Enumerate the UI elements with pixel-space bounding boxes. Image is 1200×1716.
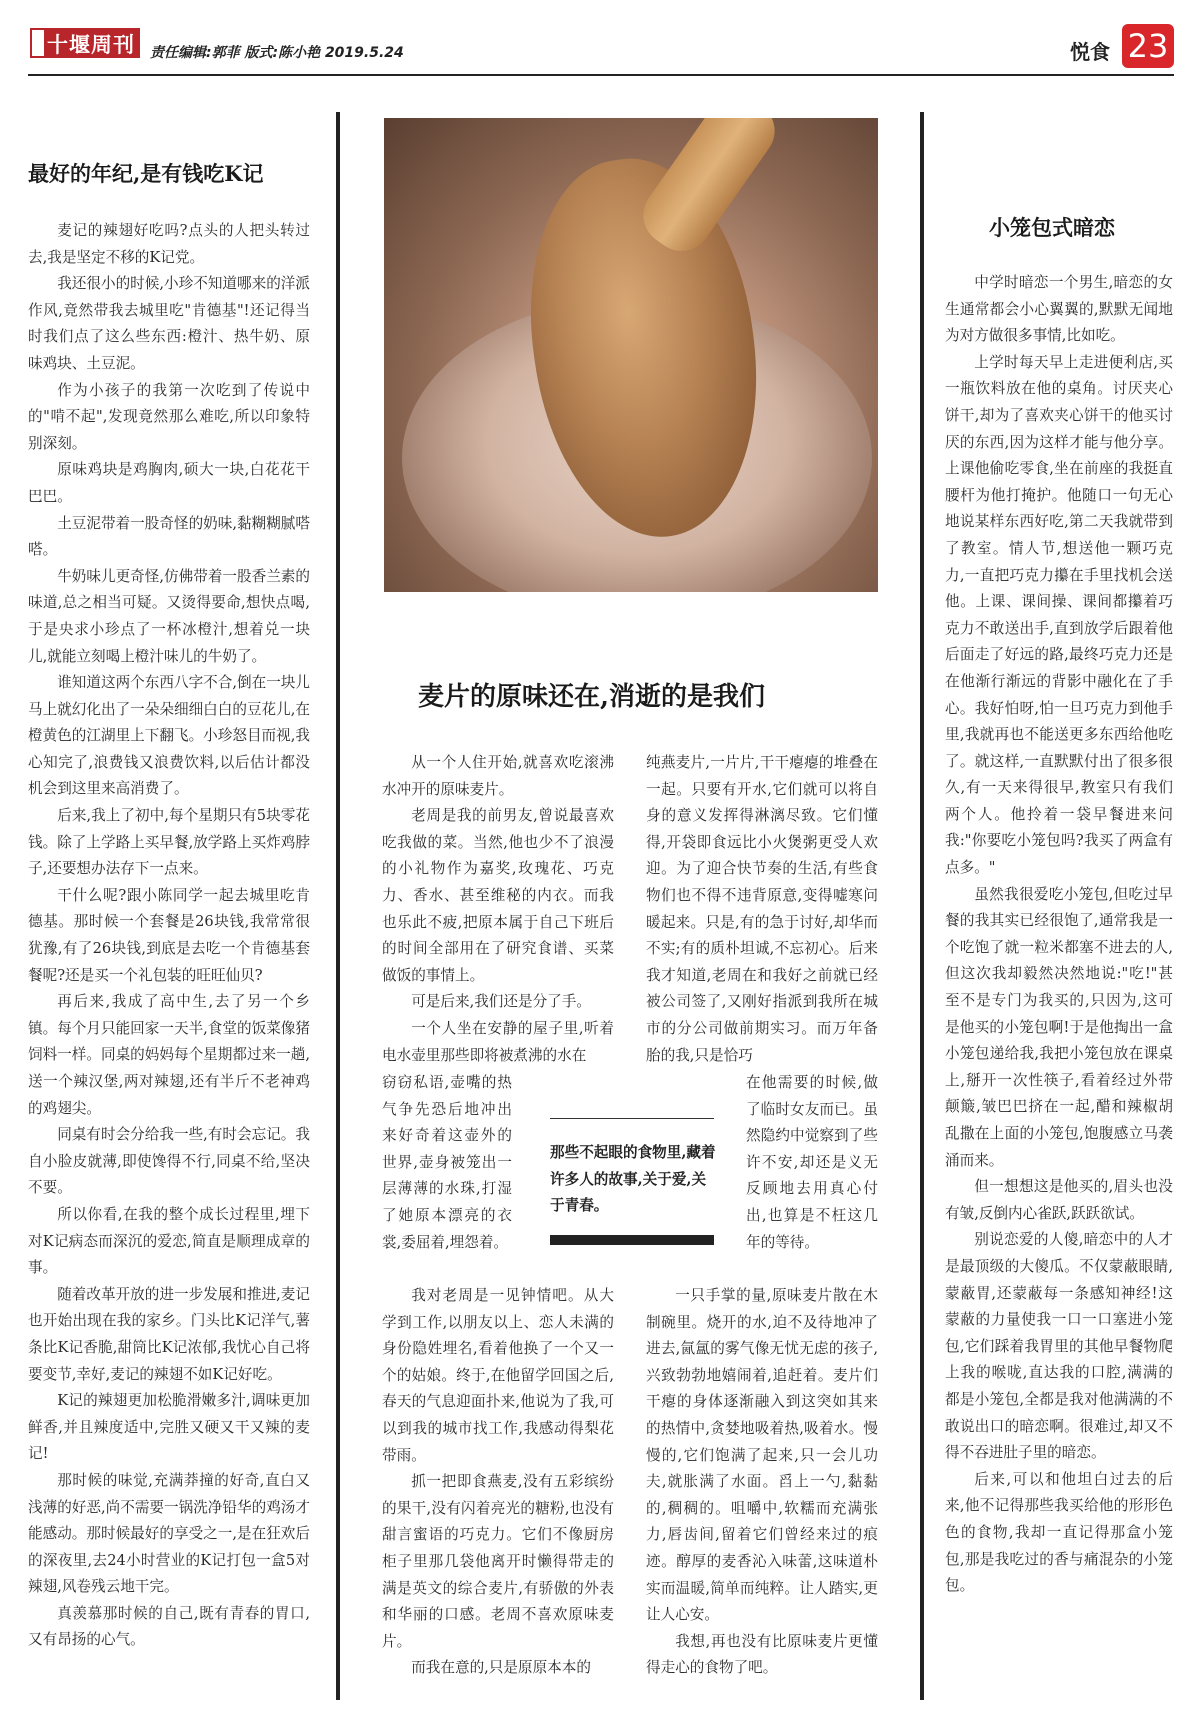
left-article-body xyxy=(28,218,310,1654)
paragraph: 虽然我很爱吃小笼包,但吃过早餐的我其实已经很饱了,通常我是一个吃饱了就一粒米都塞不进去的人,但这次我却毅然决然地说:"吃!"甚至不是专门为我买的,只因为,这可是他买的小笼包啊!于是他掏出一盒小笼包递给我,我把小笼包放在课桌上,掰开一次性筷子,看着经过外带颠簸,皱巴巴挤在一起,醋和辣椒胡乱撒在上面的小笼包,饱腹感立马袭涌而来。 xyxy=(945,885,1173,1169)
page-number: 23 xyxy=(1122,24,1174,68)
paragraph: 抓一把即食燕麦,没有五彩缤纷的果干,没有闪着亮光的糖粉,也没有甜言蜜语的巧克力。它们不像厨房柜子里那几袋他离开时懒得带走的满是英文的综合麦片,有骄傲的外表和华丽的口感。老周不喜欢原味麦片。 xyxy=(382,1473,614,1650)
paragraph: 所以你看,在我的整个成长过程里,埋下对K记病态而深沉的爱恋,简直是顺理成章的事。 xyxy=(28,1205,310,1277)
paragraph: 可是后来,我们还是分了手。 xyxy=(411,993,591,1011)
paragraph: 谁知道这两个东西八字不合,倒在一块儿马上就幻化出了一朵朵细细白白的豆花儿,在橙黄色的江湖里上下翻飞。小珍怒目而视,我心知完了,浪费钱又浪费饮料,以后估计都没机会到这里来高消费了。 xyxy=(28,674,310,798)
center-article-col2-wrap xyxy=(746,1070,878,1256)
center-article-col1-wrap xyxy=(382,1070,512,1256)
paragraph: 从一个人住开始,就喜欢吃滚沸水冲开的原味麦片。 xyxy=(382,754,614,798)
paragraph: 窃窃私语,壶嘴的热气争先恐后地冲出来好奇着这壶外的世界,壶身被笼出一层薄薄的水珠,打湿了她原本漂亮的衣裳,委屈着,埋怨着。 xyxy=(382,1074,512,1251)
paragraph: 干什么呢?跟小陈同学一起去城里吃肯德基。那时候一个套餐是26块钱,我常常很犹豫,有了26块钱,到底是去吃一个肯德基套餐呢?还是买一个礼包装的旺旺仙贝? xyxy=(28,886,310,984)
column-divider-right xyxy=(920,112,924,1700)
paragraph: 但一想想这是他买的,眉头也没有皱,反倒内心雀跃,跃跃欲试。 xyxy=(945,1178,1173,1222)
paragraph: 随着改革开放的进一步发展和推进,麦记也开始出现在我的家乡。门头比K记洋气,薯条比K记香脆,甜筒比K记浓郁,我忧心自己将要变节,幸好,麦记的辣翅不如K记好吃。 xyxy=(28,1285,310,1383)
pull-quote: 那些不起眼的食物里,藏着许多人的故事,关于爱,关于青春。 xyxy=(550,1144,716,1215)
section-name: 悦食 xyxy=(1070,40,1110,64)
paragraph: 一个人坐在安静的屋子里,听着电水壶里那些即将被煮沸的水在 xyxy=(382,1019,614,1064)
oatmeal-photo xyxy=(384,118,878,592)
paragraph: 纯燕麦片,一片片,干干瘪瘪的堆叠在一起。只要有开水,它们就可以将自身的意义发挥得淋漓尽致。它们懂得,开袋即食远比小火煲粥更受人欢迎。为了迎合快节奏的生活,有些食物们也不得不违背原意,变得嘘寒问暖起来。只是,有的急于讨好,却华而不实;有的质朴坦诚,不忘初心。后来我才知道,老周在和我好之前就已经被公司签了,又刚好指派到我所在城市的分公司做前期实习。而万年备胎的我,只是恰巧 xyxy=(646,754,878,1064)
paragraph: 麦记的辣翅好吃吗?点头的人把头转过去,我是坚定不移的K记党。 xyxy=(28,222,310,266)
paragraph: 牛奶味儿更奇怪,仿佛带着一股香兰素的味道,总之相当可疑。又烫得要命,想快点喝,于是央求小珍点了一杯冰橙汁,想着兑一块儿,就能立刻喝上橙汁味儿的牛奶了。 xyxy=(28,567,310,665)
pull-quote-rule xyxy=(550,1118,714,1119)
editor-meta: 责任编辑:郭菲 版式:陈小艳 2019.5.24 xyxy=(150,45,404,61)
paragraph: K记的辣翅更加松脆滑嫩多汁,调味更加鲜香,并且辣度适中,完胜又硬又干又辣的麦记! xyxy=(28,1392,310,1463)
paragraph: 别说恋爱的人傻,暗恋中的人才是最顶级的大傻瓜。不仅蒙蔽眼睛,蒙蔽胃,还蒙蔽每一条感知神经!这蒙蔽的力量使我一口一口塞进小笼包,它们踩着我胃里的其他早餐物爬上我的喉咙,直达我的口腔,满满的都是小笼包,全都是我对他满满的不敢说出口的暗恋啊。很难过,却又不得不吞进肚子里的暗恋。 xyxy=(945,1231,1173,1462)
paragraph: 那时候的味觉,充满莽撞的好奇,直白又浅薄的好恶,尚不需要一锅洗净铅华的鸡汤才能感动。那时候最好的享受之一,是在狂欢后的深夜里,去24小时营业的K记打包一盒5对辣翅,风卷残云地干完。 xyxy=(28,1471,310,1596)
center-article-col2-cont xyxy=(646,1283,878,1682)
left-article-title: 最好的年纪,是有钱吃K记 xyxy=(28,161,264,186)
paragraph: 后来,可以和他坦白过去的后来,他不记得那些我买给他的形形色色的食物,我却一直记得那盒小笼包,那是我吃过的香与痛混杂的小笼包。 xyxy=(945,1470,1173,1595)
paragraph: 上学时每天早上走进便利店,买一瓶饮料放在他的桌角。讨厌夹心饼干,却为了喜欢夹心饼干的他买讨厌的东西,因为这样才能与他分享。上课他偷吃零食,坐在前座的我挺直腰杆为他打掩护。他随口一句无心地说某样东西好吃,第二天我就带到了教室。情人节,想送他一颗巧克力,一直把巧克力攥在手里找机会送他。上课、课间操、课间都攥着巧克力不敢送出手,直到放学后跟着他后面走了好远的路,最终巧克力还是在他渐行渐远的背影中融化在了手心。我好怕呀,怕一旦巧克力到他手里,我就再也不能送更多东西给他吃了。就这样,一直默默付出了很多很久,有一天来得很早,教室只有我们两个人。他拎着一袋早餐进来问我:"你要吃小笼包吗?我买了两盒有点多。" xyxy=(945,353,1173,877)
header-rule xyxy=(28,74,1174,76)
newspaper-logo: 十堰周刊 xyxy=(30,28,140,58)
paragraph: 老周是我的前男友,曾说最喜欢吃我做的菜。当然,他也少不了浪漫的小礼物作为嘉奖,玫瑰花、巧克力、香水、甚至维秘的内衣。而我也乐此不疲,把原本属于自己下班后的时间全部用在了研究食谱、买菜做饭的事情上。 xyxy=(382,807,614,984)
paragraph: 作为小孩子的我第一次吃到了传说中的"啃不起",发现竟然那么难吃,所以印象特别深刻。 xyxy=(28,381,310,452)
paragraph: 而我在意的,只是原原本本的 xyxy=(411,1659,591,1677)
paragraph: 一只手掌的量,原味麦片散在木制碗里。烧开的水,迫不及待地冲了进去,氤氲的雾气像无忧无虑的孩子,兴致勃勃地嬉闹着,追赶着。麦片们干瘪的身体逐渐融入到这突如其来的热情中,贪婪地吸着热,吸着水。慢慢的,它们饱满了起来,只一会儿功夫,就胀满了水面。舀上一勺,黏黏的,稠稠的。咀嚼中,软糯而充满张力,唇齿间,留着它们曾经来过的痕迹。醇厚的麦香沁入味蕾,这味道朴实而温暖,简单而纯粹。让人踏实,更让人心安。 xyxy=(646,1287,878,1624)
center-article-col1 xyxy=(382,750,614,1069)
paragraph: 后来,我上了初中,每个星期只有5块零花钱。除了上学路上买早餐,放学路上买炸鸡脖子,还要想办法存下一点来。 xyxy=(28,807,310,878)
center-article-col1-cont xyxy=(382,1283,614,1682)
paragraph: 我对老周是一见钟情吧。从大学到工作,以朋友以上、恋人未满的身份隐姓埋名,看着他换了一个又一个的姑娘。终于,在他留学回国之后,春天的气息迎面扑来,他说为了我,可以到我的城市找工作,我感动得梨花带雨。 xyxy=(382,1287,614,1464)
paragraph: 同桌有时会分给我一些,有时会忘记。我自小脸皮就薄,即使馋得不行,同桌不给,坚决不要。 xyxy=(28,1126,310,1197)
paragraph: 真羡慕那时候的自己,既有青春的胃口,又有昂扬的心气。 xyxy=(28,1604,310,1649)
paragraph: 我想,再也没有比原味麦片更懂得走心的食物了吧。 xyxy=(646,1632,878,1677)
pull-quote-bar xyxy=(550,1235,714,1245)
paragraph: 中学时暗恋一个男生,暗恋的女生通常都会小心翼翼的,默默无闻地为对方做很多事情,比如吃。 xyxy=(945,274,1173,345)
paragraph: 在他需要的时候,做了临时女友而已。虽然隐约中觉察到了些许不安,却还是义无反顾地去用真心付出,也算是不枉这几年的等待。 xyxy=(746,1074,878,1251)
right-article-title: 小笼包式暗恋 xyxy=(989,215,1115,240)
paragraph: 再后来,我成了高中生,去了另一个乡镇。每个月只能回家一天半,食堂的饭菜像猪饲料一样。同桌的妈妈每个星期都过来一趟,送一个辣汉堡,两对辣翅,还有半斤不老神鸡的鸡翅尖。 xyxy=(28,993,310,1117)
center-article-col2 xyxy=(646,750,878,1069)
paragraph: 我还很小的时候,小珍不知道哪来的洋派作风,竟然带我去城里吃"肯德基"!还记得当时我们点了这么些东西:橙汁、热牛奶、原味鸡块、土豆泥。 xyxy=(28,275,310,372)
column-divider-left xyxy=(336,112,340,1700)
center-article-title: 麦片的原味还在,消逝的是我们 xyxy=(418,682,766,712)
paragraph: 土豆泥带着一股奇怪的奶味,黏糊糊腻嗒嗒。 xyxy=(28,514,310,559)
right-article-body xyxy=(945,270,1173,1600)
paragraph: 原味鸡块是鸡胸肉,硕大一块,白花花干巴巴。 xyxy=(28,461,310,505)
